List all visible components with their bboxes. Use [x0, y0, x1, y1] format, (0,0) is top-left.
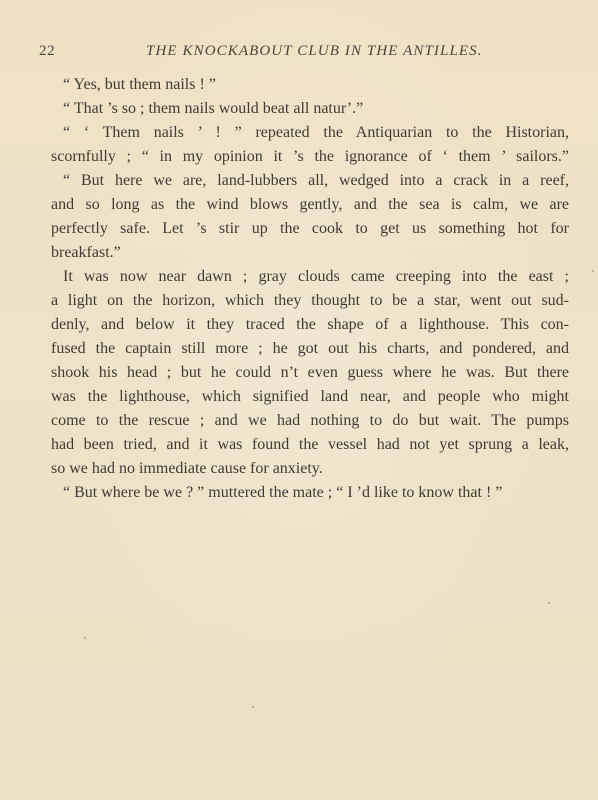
text-line: and so long as the wind blows gently, and the sea is calm, we are: [51, 196, 569, 213]
text-line: shook his head ; but he could n’t even guess where he was. But there: [51, 364, 569, 381]
paper-speck: [592, 270, 594, 272]
page-number: 22: [39, 43, 56, 59]
text-line: a light on the horizon, which they thought to be a star, went out sud-: [51, 292, 569, 309]
text-line: was the lighthouse, which signified land near, and people who might: [51, 388, 569, 405]
text-line: It was now near dawn ; gray clouds came creeping into the east ;: [63, 268, 569, 285]
paper-speck: [252, 706, 254, 708]
text-line: come to the rescue ; and we had nothing to do but wait. The pumps: [51, 412, 569, 429]
paper-speck: [84, 637, 86, 639]
text-line: had been tried, and it was found the vessel had not yet sprung a leak,: [51, 436, 569, 453]
text-line: “ But where be we ? ” muttered the mate ; “ I ’d like to know that ! ”: [63, 484, 503, 501]
page-header: [0, 42, 598, 66]
text-line: so we had no immediate cause for anxiety.: [51, 460, 323, 477]
text-line: “ That ’s so ; them nails would beat all natur’.”: [63, 100, 364, 117]
text-line: “ ‘ Them nails ’ ! ” repeated the Antiquarian to the Historian,: [63, 124, 569, 141]
text-line: scornfully ; “ in my opinion it ’s the ignorance of ‘ them ’ sailors.”: [51, 148, 569, 165]
text-line: fused the captain still more ; he got out his charts, and pondered, and: [51, 340, 569, 357]
text-line: denly, and below it they traced the shape of a lighthouse. This con-: [51, 316, 569, 333]
text-line: breakfast.”: [51, 244, 121, 261]
text-line: “ But here we are, land-lubbers all, wedged into a crack in a reef,: [63, 172, 569, 189]
text-line: “ Yes, but them nails ! ”: [63, 76, 216, 93]
running-head: THE KNOCKABOUT CLUB IN THE ANTILLES.: [146, 43, 483, 59]
paper-speck: [548, 602, 550, 604]
text-line: perfectly safe. Let ’s stir up the cook to get us something hot for: [51, 220, 569, 237]
